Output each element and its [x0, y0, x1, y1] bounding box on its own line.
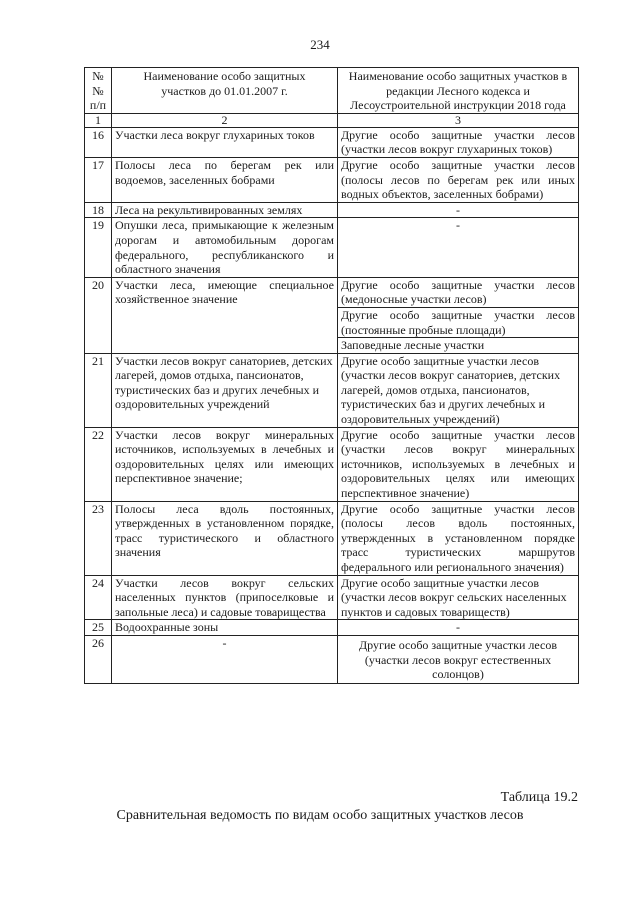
row-new-name: Другие особо защитные участки лесов (полосы лесов по берегам рек или иных водных объектов, заселенных бобрами) — [338, 157, 579, 202]
row-new-name: Другие особо защитные участки лесов (участки лесов вокруг санаториев, детских лагерей, домов отдыха, пансионатов, туристических баз и других лечебных и оздоровительных учреждений) — [338, 353, 579, 427]
row-number: 22 — [85, 427, 112, 501]
header-num: №№ п/п — [85, 68, 112, 114]
row-number: 23 — [85, 501, 112, 575]
row-new-name: Другие особо защитные участки лесов (медоносные участки лесов) — [338, 277, 579, 307]
row-new-name: Другие особо защитные участки лесов (участки лесов вокруг сельских населенных пунктов и садовых товариществ) — [338, 575, 579, 620]
row-old-name: - — [112, 635, 338, 683]
row-number: 24 — [85, 575, 112, 620]
index-cell: 3 — [338, 113, 579, 127]
table-row — [85, 635, 579, 683]
table-row — [85, 157, 579, 202]
row-new-name: - — [338, 620, 579, 636]
header-new: Наименование особо защитных участков в редакции Лесного кодекса и Лесоустроительной инструкции 2018 года — [338, 68, 579, 114]
row-number: 19 — [85, 218, 112, 277]
row-old-name: Участки лесов вокруг сельских населенных пунктов (припоселковые и запольные леса) и садовые товарищества — [112, 575, 338, 620]
row-number: 25 — [85, 620, 112, 636]
row-old-name: Опушки леса, примыкающие к железным дорогам и автомобильным дорогам федерального, республиканского и областного значения — [112, 218, 338, 277]
comparison-table — [84, 67, 579, 684]
row-old-name: Водоохранные зоны — [112, 620, 338, 636]
table-row — [85, 127, 579, 157]
row-new-name: Заповедные лесные участки — [338, 338, 579, 354]
table-caption: Таблица 19.2 — [500, 790, 578, 805]
table-row — [85, 427, 579, 501]
row-new-name: Другие особо защитные участки лесов (полосы лесов вдоль постоянных, утвержденных в установленном порядке трасс туристических маршрутов федерального или регионального значения) — [338, 501, 579, 575]
row-old-name: Участки лесов вокруг минеральных источников, используемых в лечебных и оздоровительных целях или имеющих перспективное значение; — [112, 427, 338, 501]
row-old-name: Леса на рекультивированных землях — [112, 202, 338, 218]
table-index-row — [85, 113, 579, 127]
row-number: 26 — [85, 635, 112, 683]
index-cell: 2 — [112, 113, 338, 127]
row-number: 18 — [85, 202, 112, 218]
row-number: 16 — [85, 127, 112, 157]
row-old-name: Участки леса вокруг глухариных токов — [112, 127, 338, 157]
index-cell: 1 — [85, 113, 112, 127]
row-number: 21 — [85, 353, 112, 427]
table-row — [85, 218, 579, 277]
row-old-name: Полосы леса по берегам рек или водоемов, заселенных бобрами — [112, 157, 338, 202]
row-new-name: Другие особо защитные участки лесов (участки лесов вокруг естественных солонцов) — [338, 635, 579, 683]
row-new-name: - — [338, 202, 579, 218]
row-new-name: Другие особо защитные участки лесов (участки лесов вокруг глухариных токов) — [338, 127, 579, 157]
page-number: 234 — [310, 37, 330, 52]
row-old-name: Полосы леса вдоль постоянных, утвержденных в установленном порядке, трасс туристического и областного значения — [112, 501, 338, 575]
row-new-name: - — [338, 218, 579, 277]
table-row — [85, 501, 579, 575]
row-new-name: Другие особо защитные участки лесов (постоянные пробные площади) — [338, 307, 579, 337]
table-title: Сравнительная ведомость по видам особо защитных участков лесов — [116, 808, 524, 823]
row-number: 20 — [85, 277, 112, 353]
row-old-name: Участки леса, имеющие специальное хозяйственное значение — [112, 277, 338, 353]
table-row — [85, 353, 579, 427]
table-header-row — [85, 68, 579, 114]
table-row — [85, 202, 579, 218]
row-old-name: Участки лесов вокруг санаториев, детских лагерей, домов отдыха, пансионатов, туристических баз и других лечебных и оздоровительных учреждений — [112, 353, 338, 427]
row-number: 17 — [85, 157, 112, 202]
table-row — [85, 575, 579, 620]
row-new-name: Другие особо защитные участки лесов (участки лесов вокруг минеральных источников, используемых в лечебных и оздоровительных целях или имеющих перспективное значение) — [338, 427, 579, 501]
table-row — [85, 277, 579, 307]
table-row — [85, 620, 579, 636]
header-old: Наименование особо защитных участков до 01.01.2007 г. — [112, 68, 338, 114]
